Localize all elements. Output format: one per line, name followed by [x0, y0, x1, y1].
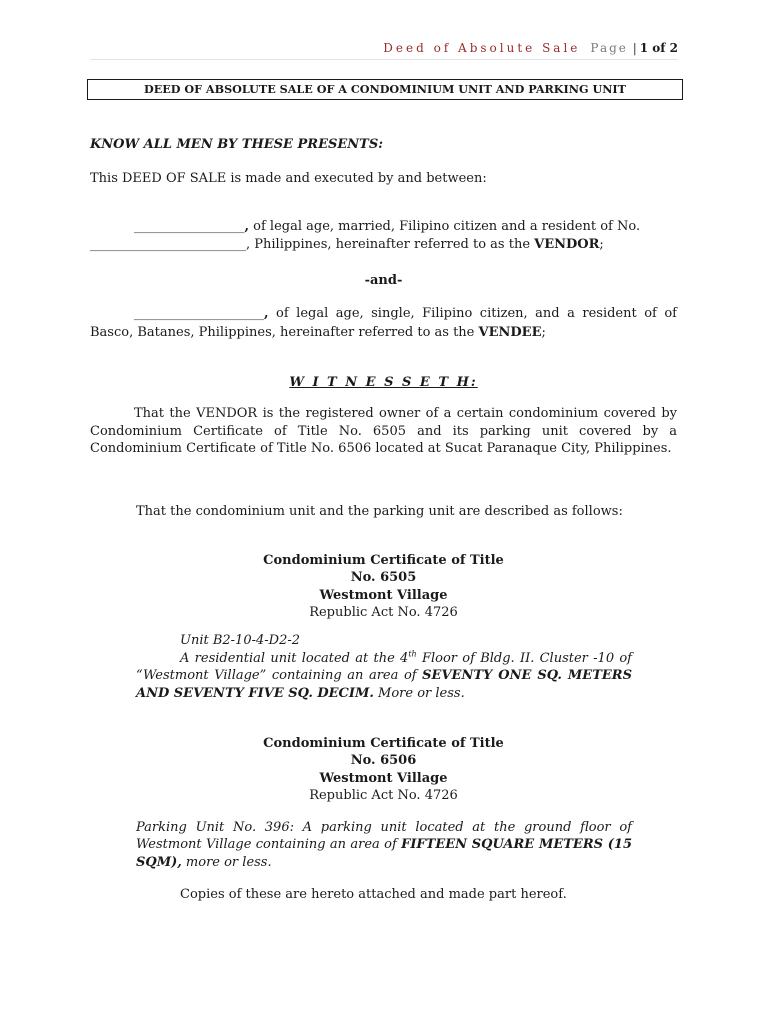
vendee-paragraph [90, 304, 677, 342]
vendee-text: of legal age, single, Filipino citizen, and a resident of of Basco, Batanes, Philippines, hereinafter referred to as the [90, 306, 677, 340]
vendee-end: ; [541, 325, 546, 340]
witnesseth-heading [90, 374, 677, 391]
vendee-name-blank: ____________________ [134, 306, 264, 321]
unit-label: Unit B2-10-4-D2-2 [180, 633, 301, 648]
parking-area: FIFTEEN SQUARE METERS (15 SQM), [136, 837, 632, 870]
vendor-role: VENDOR [534, 237, 600, 252]
cct2-line4: Republic Act No. 4726 [309, 787, 458, 803]
unit-text-2: Floor of Bldg. II. Cluster -10 of “Westmont Village” containing an area of [136, 650, 632, 683]
copies-paragraph [90, 886, 677, 903]
unit-text-1: A residential unit located at the 4 [180, 650, 409, 666]
ownership-paragraph [90, 405, 677, 458]
vendor-paragraph [90, 218, 677, 254]
header-separator: | [632, 41, 637, 55]
vendee-comma: , [264, 306, 269, 321]
vendor-comma: , [244, 219, 250, 234]
parking-text: Parking Unit No. 396: A parking unit located at the ground floor of Westmont Village containing an area of [136, 820, 632, 853]
vendee-role: VENDEE [478, 325, 542, 340]
cct1-line2: No. 6505 [350, 570, 417, 586]
unit-description [136, 632, 632, 702]
header-divider [90, 59, 678, 60]
copies-text: Copies of these are hereto attached and made part hereof. [180, 887, 567, 902]
unit-sup: th [408, 649, 417, 659]
vendor-end: ; [599, 237, 604, 252]
ownership-text: That the VENDOR is the registered owner of a certain condominium covered by Condominium Certificate of Title No. 6505 and its parking unit covered by a Condominium Certificate of Title No. 6506 located at Sucat Paranaque City, Philippines. [90, 406, 677, 456]
running-header [90, 40, 678, 56]
vendor-name-blank: _________________ [134, 219, 245, 234]
header-doc-title: Deed of Absolute Sale [383, 41, 581, 55]
parking-end: more or less. [181, 854, 272, 870]
cct1-line3: Westmont Village [319, 587, 448, 603]
know-all-heading [90, 136, 677, 153]
cct2-line3: Westmont Village [319, 770, 448, 786]
vendor-text-1: of legal age, married, Filipino citizen and a resident of No. [249, 219, 641, 234]
unit-end: More or less. [373, 685, 465, 701]
cct2-line1: Condominium Certificate of Title [263, 736, 504, 751]
header-page-number: 1 of 2 [639, 41, 678, 55]
witnesseth-text: W I T N E S S E T H: [289, 375, 478, 390]
and-text: -and- [364, 273, 403, 288]
vendor-text-2: , Philippines, hereinafter referred to as the [246, 237, 535, 252]
cct2-line2: No. 6506 [350, 753, 417, 769]
unit-area: SEVENTY ONE SQ. METERS AND SEVENTY FIVE SQ. DECIM. [136, 668, 632, 701]
parking-description [136, 819, 632, 871]
header-page-word: Page [590, 41, 628, 55]
know-all-text: KNOW ALL MEN BY THESE PRESENTS: [90, 137, 384, 152]
cct1-line1: Condominium Certificate of Title [263, 553, 504, 568]
cct-6506-block [90, 735, 677, 804]
intro-paragraph: This DEED OF SALE is made and executed by and between: [90, 171, 487, 186]
cct1-line4: Republic Act No. 4726 [309, 604, 458, 620]
cct-6505-block [90, 552, 677, 621]
and-line [90, 272, 677, 289]
description-paragraph: That the condominium unit and the parking unit are described as follows: [136, 504, 623, 519]
document-title: DEED OF ABSOLUTE SALE OF A CONDOMINIUM UNIT AND PARKING UNIT [87, 79, 683, 100]
vendor-address-blank: ________________________ [90, 237, 246, 252]
